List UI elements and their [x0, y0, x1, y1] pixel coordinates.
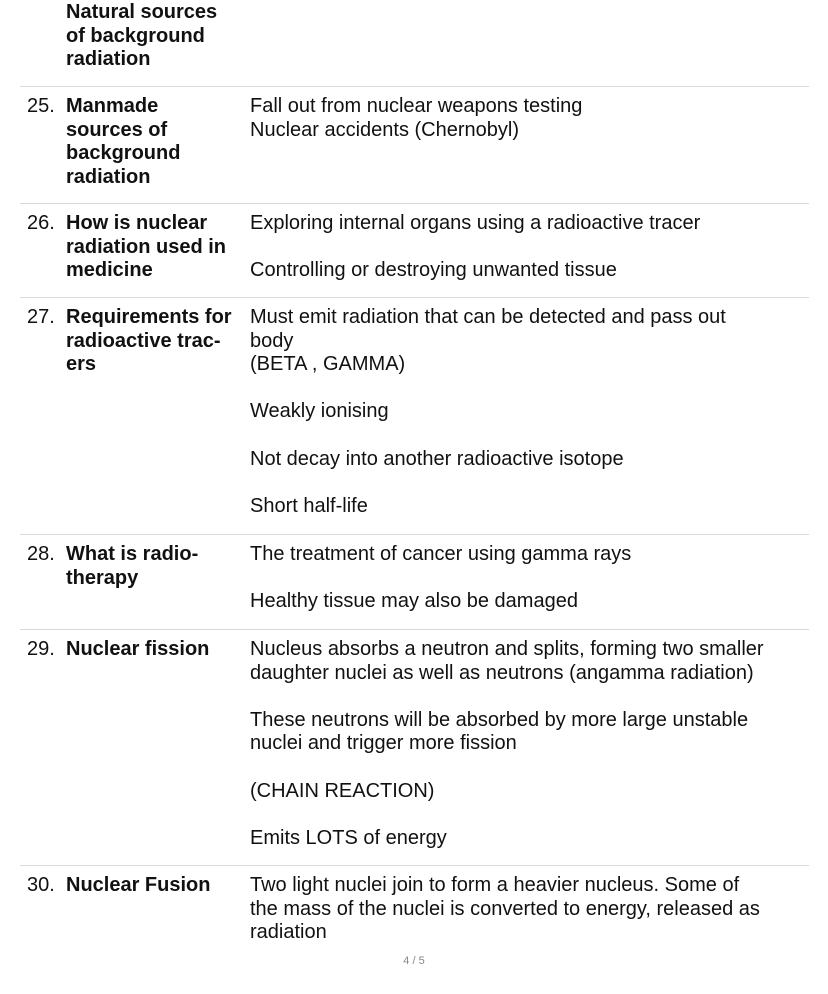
definition-cell [250, 638, 806, 850]
row-number: 29. [27, 638, 55, 660]
term-cell: How is nuclear radiation used in medicine [66, 212, 227, 282]
row-number: 30. [27, 874, 55, 896]
definition-cell [250, 543, 806, 614]
definition-paragraph: Nucleus absorbs a neutron and splits, forming two smaller daughter nuclei as well as neutrons (angamma radiation) [250, 638, 764, 684]
table-row [20, 630, 809, 866]
definition-paragraph: Fall out from nuclear weapons testing Nuclear accidents (Chernobyl) [250, 95, 583, 141]
flashcard-table [20, 0, 809, 958]
term-cell: Natural sources of background radiation [66, 1, 218, 71]
table-row [20, 298, 809, 535]
table-row [20, 87, 809, 204]
table-row [20, 535, 809, 630]
definition-paragraph: The treatment of cancer using gamma rays [250, 543, 632, 565]
row-number: 25. [27, 95, 55, 117]
term-cell: Nuclear fission [66, 638, 210, 660]
page-indicator: 4 / 5 [403, 955, 425, 967]
definition-paragraph: Emits LOTS of energy [250, 826, 447, 849]
table-row [20, 866, 809, 958]
term-cell: Manmade sources of background radiation [66, 95, 181, 188]
definition-paragraph: Must emit radiation that can be detected and pass out body (BETA , GAMMA) [250, 306, 726, 376]
term-cell: What is radio- therapy [66, 543, 199, 589]
definition-paragraph: Healthy tissue may also be damaged [250, 590, 578, 613]
term-cell: Nuclear Fusion [66, 874, 211, 896]
definition-cell [250, 874, 806, 945]
term-cell: Requirements for radioactive trac- ers [66, 306, 232, 376]
definition-paragraph: Short half-life [250, 494, 368, 517]
definition-paragraph: Exploring internal organs using a radioactive tracer [250, 212, 701, 234]
definition-cell [250, 306, 806, 518]
definition-paragraph: Two light nuclei join to form a heavier nucleus. Some of the mass of the nuclei is converted to energy, released as radiation [250, 874, 760, 944]
definition-cell [250, 95, 806, 142]
definition-paragraph: Weakly ionising [250, 400, 389, 423]
table-row [20, 0, 809, 87]
row-number: 27. [27, 306, 55, 328]
row-number: 26. [27, 212, 55, 234]
definition-paragraph: These neutrons will be absorbed by more large unstable nuclei and trigger more fission [250, 708, 749, 755]
definition-paragraph: Not decay into another radioactive isotope [250, 447, 624, 470]
row-number: 28. [27, 543, 55, 565]
definition-paragraph: Controlling or destroying unwanted tissue [250, 259, 617, 282]
definition-cell [250, 212, 806, 283]
definition-paragraph: (CHAIN REACTION) [250, 779, 435, 802]
table-row [20, 204, 809, 298]
